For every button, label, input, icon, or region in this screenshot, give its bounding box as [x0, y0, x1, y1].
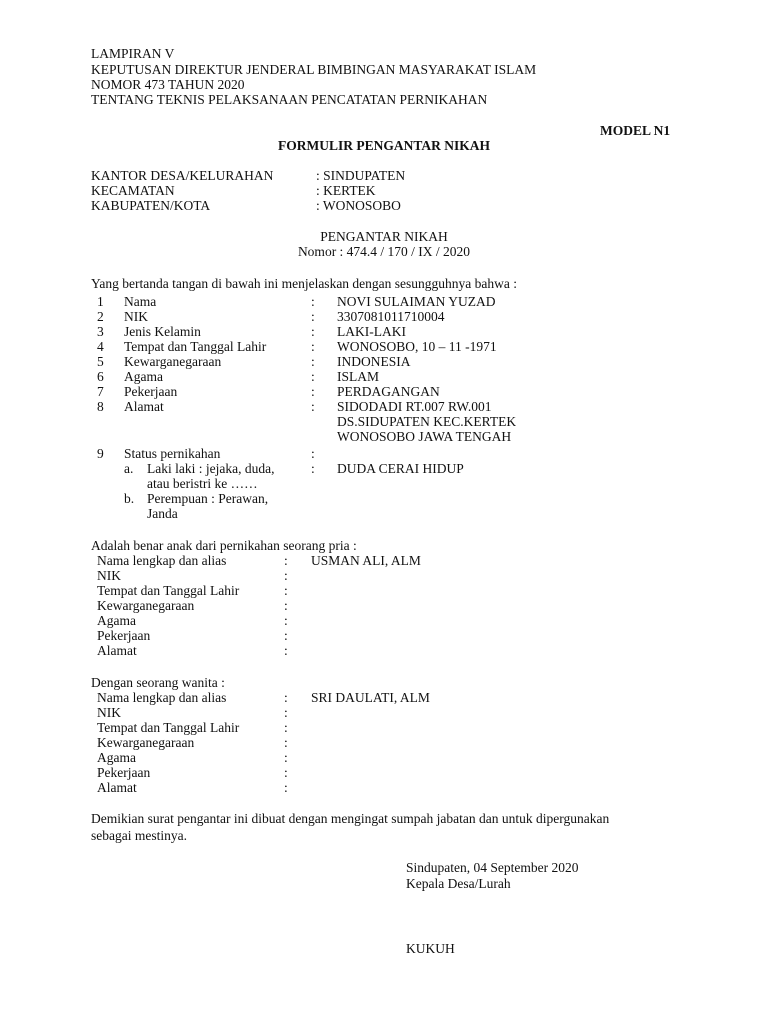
colon: : [311, 399, 315, 414]
address-line: WONOSOBO JAWA TENGAH [337, 429, 512, 444]
field-label: Tempat dan Tanggal Lahir [124, 339, 267, 354]
colon: : [311, 369, 315, 384]
colon: : [284, 705, 288, 720]
colon: : [311, 339, 315, 354]
office-value: : KERTEK [316, 183, 376, 198]
colon: : [311, 446, 315, 461]
colon: : [284, 780, 288, 795]
row-number: 6 [97, 369, 104, 384]
field-label: Agama [124, 369, 163, 384]
colon: : [311, 309, 315, 324]
row-number: 3 [97, 324, 104, 339]
field-value: SIDODADI RT.007 RW.001 [337, 399, 492, 414]
status-option-marker: b. [124, 491, 135, 506]
status-value: DUDA CERAI HIDUP [337, 461, 464, 476]
field-label: Pekerjaan [124, 384, 178, 399]
field-value: LAKI-LAKI [337, 324, 406, 339]
father-intro: Adalah benar anak dari pernikahan seorang pria : [91, 538, 357, 553]
field-label: NIK [97, 568, 121, 583]
colon: : [311, 461, 315, 476]
field-label: Kewarganegaraan [97, 598, 195, 613]
field-value: ISLAM [337, 369, 380, 384]
field-label: Pekerjaan [97, 628, 151, 643]
field-value: 3307081011710004 [337, 309, 445, 324]
status-option-marker: a. [124, 461, 134, 476]
field-label: Agama [97, 613, 136, 628]
header-line-4: TENTANG TEKNIS PELAKSANAAN PENCATATAN PERNIKAHAN [91, 92, 488, 107]
colon: : [284, 735, 288, 750]
row-number: 2 [97, 309, 104, 324]
row-number: 9 [97, 446, 104, 461]
status-option-a-cont: atau beristri ke …… [147, 476, 258, 491]
colon: : [284, 628, 288, 643]
status-option-b: Perempuan : Perawan, [147, 491, 269, 506]
field-value: SRI DAULATI, ALM [311, 690, 430, 705]
colon: : [311, 324, 315, 339]
field-label: Tempat dan Tanggal Lahir [97, 720, 240, 735]
colon: : [284, 690, 288, 705]
field-label: Alamat [97, 780, 137, 795]
row-number: 1 [97, 294, 104, 309]
letter-number: Nomor : 474.4 / 170 / IX / 2020 [297, 244, 471, 259]
field-label: Agama [97, 750, 136, 765]
colon: : [311, 384, 315, 399]
intro-text: Yang bertanda tangan di bawah ini menjelaskan dengan sesungguhnya bahwa : [91, 276, 518, 291]
office-label: KECAMATAN [91, 183, 175, 198]
office-label: KABUPATEN/KOTA [91, 198, 211, 213]
row-number: 8 [97, 399, 104, 414]
colon: : [284, 583, 288, 598]
field-label: Alamat [97, 643, 137, 658]
field-label: Kewarganegaraan [97, 735, 195, 750]
colon: : [284, 765, 288, 780]
colon: : [311, 294, 315, 309]
field-label: Jenis Kelamin [124, 324, 201, 339]
signer-position: Kepala Desa/Lurah [406, 876, 511, 891]
field-label: Tempat dan Tanggal Lahir [97, 583, 240, 598]
row-number: 4 [97, 339, 104, 354]
field-label: NIK [97, 705, 121, 720]
colon: : [311, 354, 315, 369]
place-date: Sindupaten, 04 September 2020 [406, 860, 579, 875]
field-value: WONOSOBO, 10 – 11 -1971 [337, 339, 497, 354]
field-label: Kewarganegaraan [124, 354, 222, 369]
field-label: Pekerjaan [97, 765, 151, 780]
field-label: Status pernikahan [124, 446, 221, 461]
field-label: Alamat [124, 399, 164, 414]
office-label: KANTOR DESA/KELURAHAN [91, 168, 274, 183]
row-number: 5 [97, 354, 104, 369]
field-value: INDONESIA [337, 354, 411, 369]
colon: : [284, 568, 288, 583]
colon: : [284, 598, 288, 613]
signer-name: KUKUH [406, 941, 455, 956]
field-label: Nama lengkap dan alias [97, 690, 227, 705]
office-value: : WONOSOBO [316, 198, 401, 213]
letter-title: PENGANTAR NIKAH [320, 229, 448, 244]
status-option-b-cont: Janda [147, 506, 178, 521]
header-line-3: NOMOR 473 TAHUN 2020 [91, 77, 245, 92]
closing-line-1: Demikian surat pengantar ini dibuat dengan mengingat sumpah jabatan dan untuk dipergunakan [91, 811, 610, 826]
model-label: MODEL N1 [600, 123, 671, 138]
field-value: USMAN ALI, ALM [311, 553, 421, 568]
row-number: 7 [97, 384, 104, 399]
office-value: : SINDUPATEN [316, 168, 406, 183]
mother-intro: Dengan seorang wanita : [91, 675, 225, 690]
field-label: Nama [124, 294, 157, 309]
colon: : [284, 720, 288, 735]
header-line-2: KEPUTUSAN DIREKTUR JENDERAL BIMBINGAN MASYARAKAT ISLAM [91, 62, 537, 77]
address-line: DS.SIDUPATEN KEC.KERTEK [337, 414, 517, 429]
field-value: PERDAGANGAN [337, 384, 440, 399]
status-option-a: Laki laki : jejaka, duda, [147, 461, 275, 476]
field-value: NOVI SULAIMAN YUZAD [337, 294, 496, 309]
colon: : [284, 643, 288, 658]
colon: : [284, 553, 288, 568]
form-title: FORMULIR PENGANTAR NIKAH [278, 138, 490, 153]
colon: : [284, 750, 288, 765]
field-label: Nama lengkap dan alias [97, 553, 227, 568]
closing-line-2: sebagai mestinya. [91, 828, 187, 843]
colon: : [284, 613, 288, 628]
header-line-1: LAMPIRAN V [91, 46, 175, 61]
field-label: NIK [124, 309, 148, 324]
